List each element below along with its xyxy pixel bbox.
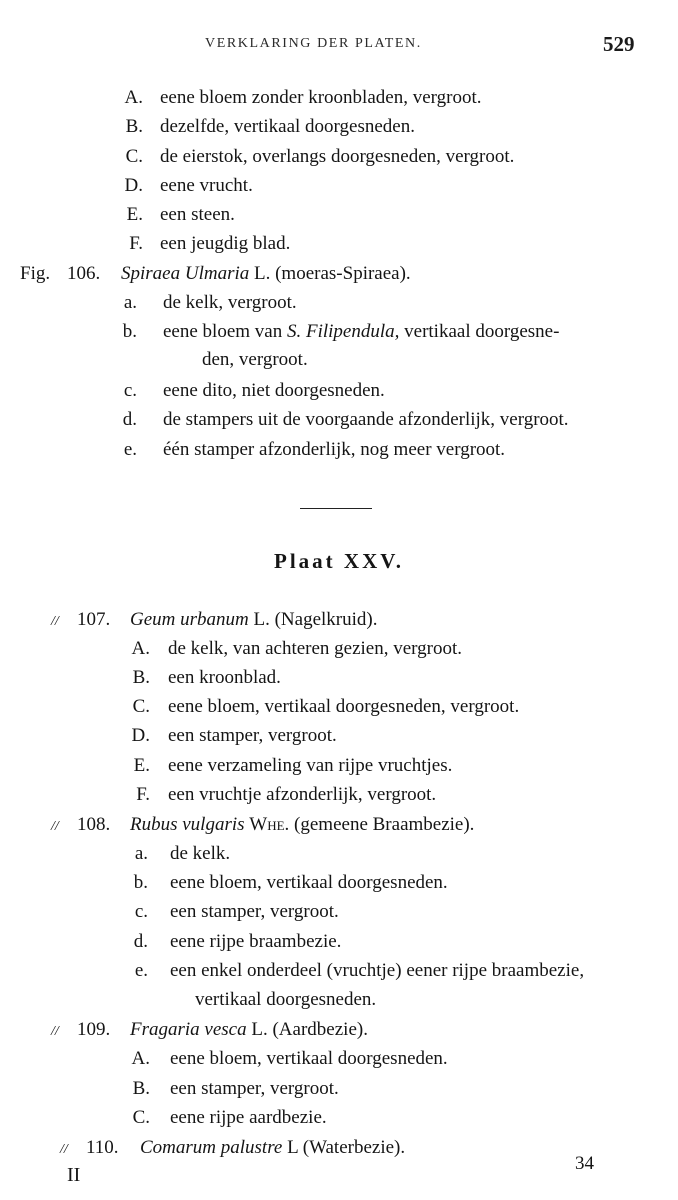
species-name: Fragaria vesca (130, 1019, 247, 1040)
item-letter: b. (133, 872, 148, 893)
list-item (0, 840, 678, 868)
list-item (0, 928, 678, 956)
species-name: Geum urbanum (130, 609, 249, 630)
author: L. (254, 263, 271, 284)
list-item (0, 664, 678, 692)
item-text: de kelk. (170, 843, 231, 864)
ditto-mark: // (51, 819, 59, 834)
item-letter: D. (124, 175, 143, 196)
fig-title (130, 811, 474, 839)
item-letter: B. (132, 667, 150, 688)
list-item (0, 898, 678, 926)
plate-title: Plaat XXV. (274, 549, 404, 573)
item-letter: c. (134, 901, 148, 922)
list-item (0, 722, 678, 750)
item-text: vertikaal doorgesneden. (195, 989, 377, 1010)
item-letter: C. (132, 1107, 150, 1128)
list-item (0, 752, 678, 780)
list-item (0, 1075, 678, 1103)
common-name: (Aardbezie). (272, 1019, 368, 1040)
item-letter: c. (123, 380, 137, 401)
item-text: één stamper afzonderlijk, nog meer vergroot. (163, 439, 506, 460)
item-letter: a. (123, 292, 137, 313)
item-text: een vruchtje afzonderlijk, vergroot. (168, 784, 437, 805)
list-item (0, 377, 678, 405)
item-text: een steen. (160, 204, 235, 225)
item-letter: b. (122, 321, 137, 342)
item-letter: A. (131, 638, 150, 659)
list-item (0, 869, 678, 897)
list-item-continuation (0, 346, 678, 374)
common-name: (Nagelkruid). (274, 609, 378, 630)
item-letter: A. (131, 1048, 150, 1069)
item-text: dezelfde, vertikaal doorgesneden. (160, 116, 415, 137)
item-text: een jeugdig blad. (160, 233, 291, 254)
list-item (0, 1104, 678, 1132)
item-text: den, vergroot. (202, 349, 308, 370)
species-name: Rubus vulgaris (130, 814, 245, 835)
list-item (0, 113, 678, 141)
item-letter: A. (124, 87, 143, 108)
item-text: een kroonblad. (168, 667, 281, 688)
common-name: (gemeene Braambezie). (294, 814, 475, 835)
fig-number: 106. (67, 263, 101, 284)
item-letter: B. (132, 1078, 150, 1099)
item-letter: a. (134, 843, 148, 864)
fig-title (121, 260, 411, 288)
common-name: (Waterbezie). (302, 1137, 406, 1158)
signature-mark: II (67, 1164, 81, 1186)
fig-title (140, 1134, 405, 1162)
list-item (0, 289, 678, 317)
fig-number: 110. (86, 1137, 119, 1158)
common-name: (moeras-Spiraea). (275, 263, 411, 284)
list-item-continuation (0, 986, 678, 1014)
item-text: een enkel onderdeel (vruchtje) eener rijpe braambezie, (170, 960, 585, 981)
figure-heading-108 (0, 811, 678, 839)
figure-heading-109 (0, 1016, 678, 1044)
item-letter: C. (132, 696, 150, 717)
running-head: VERKLARING DER PLATEN. (205, 36, 422, 51)
fig-prefix: Fig. (20, 263, 51, 284)
fig-number: 107. (77, 609, 111, 630)
list-item (0, 143, 678, 171)
list-item (0, 781, 678, 809)
item-letter: D. (131, 725, 150, 746)
page-number: 529 (603, 32, 635, 56)
ditto-mark: // (51, 614, 59, 629)
author: L. (253, 609, 270, 630)
fig-number: 109. (77, 1019, 111, 1040)
item-text: eene rijpe braambezie. (170, 931, 342, 952)
figure-heading-106 (0, 260, 678, 288)
item-letter: F. (136, 784, 150, 805)
list-item (0, 84, 678, 112)
item-text: de kelk, vergroot. (163, 292, 297, 313)
list-item (0, 436, 678, 464)
fig-title (130, 606, 378, 634)
species-name: Comarum palustre (140, 1137, 283, 1158)
item-letter: E. (133, 755, 150, 776)
item-text: eene verzameling van rijpe vruchtjes. (168, 755, 453, 776)
item-text: een stamper, vergroot. (168, 725, 337, 746)
list-item (0, 172, 678, 200)
list-item (0, 635, 678, 663)
item-letter: C. (125, 146, 143, 167)
item-text: eene bloem, vertikaal doorgesneden. (170, 872, 448, 893)
item-letter: B. (125, 116, 143, 137)
fig-title (130, 1016, 368, 1044)
item-text: een stamper, vergroot. (170, 1078, 339, 1099)
author: L (287, 1137, 298, 1158)
sheet-number: 34 (575, 1153, 594, 1174)
item-letter: e. (123, 439, 137, 460)
author: Whe. (249, 814, 290, 835)
list-item (0, 957, 678, 985)
fig-number: 108. (77, 814, 111, 835)
item-text: de kelk, van achteren gezien, vergroot. (168, 638, 463, 659)
list-item (0, 318, 678, 346)
species-name: S. Filipendula, (286, 321, 400, 342)
item-text: eene bloem van S. Filipendula, vertikaal doorgesne- (163, 321, 560, 342)
item-text: eene bloem, vertikaal doorgesneden, vergroot. (168, 696, 520, 717)
item-letter: d. (133, 931, 148, 952)
item-letter: d. (122, 409, 137, 430)
item-text: eene bloem, vertikaal doorgesneden. (170, 1048, 448, 1069)
figure-heading-107 (0, 606, 678, 634)
list-item (0, 406, 678, 434)
species-name: Spiraea Ulmaria (121, 263, 250, 284)
item-text: eene bloem zonder kroonbladen, vergroot. (160, 87, 482, 108)
list-item (0, 693, 678, 721)
list-item (0, 1045, 678, 1073)
item-text: de stampers uit de voorgaande afzonderlijk, vergroot. (163, 409, 569, 430)
list-item (0, 230, 678, 258)
author: L. (251, 1019, 268, 1040)
section-divider (300, 508, 372, 509)
item-letter: F. (129, 233, 143, 254)
item-text: een stamper, vergroot. (170, 901, 339, 922)
item-letter: e. (134, 960, 148, 981)
item-text: eene dito, niet doorgesneden. (163, 380, 385, 401)
item-text: de eierstok, overlangs doorgesneden, vergroot. (160, 146, 515, 167)
ditto-mark: // (51, 1024, 59, 1039)
item-text: eene rijpe aardbezie. (170, 1107, 327, 1128)
ditto-mark: // (60, 1142, 68, 1157)
list-item (0, 201, 678, 229)
item-text: eene vrucht. (160, 175, 253, 196)
item-letter: E. (126, 204, 143, 225)
